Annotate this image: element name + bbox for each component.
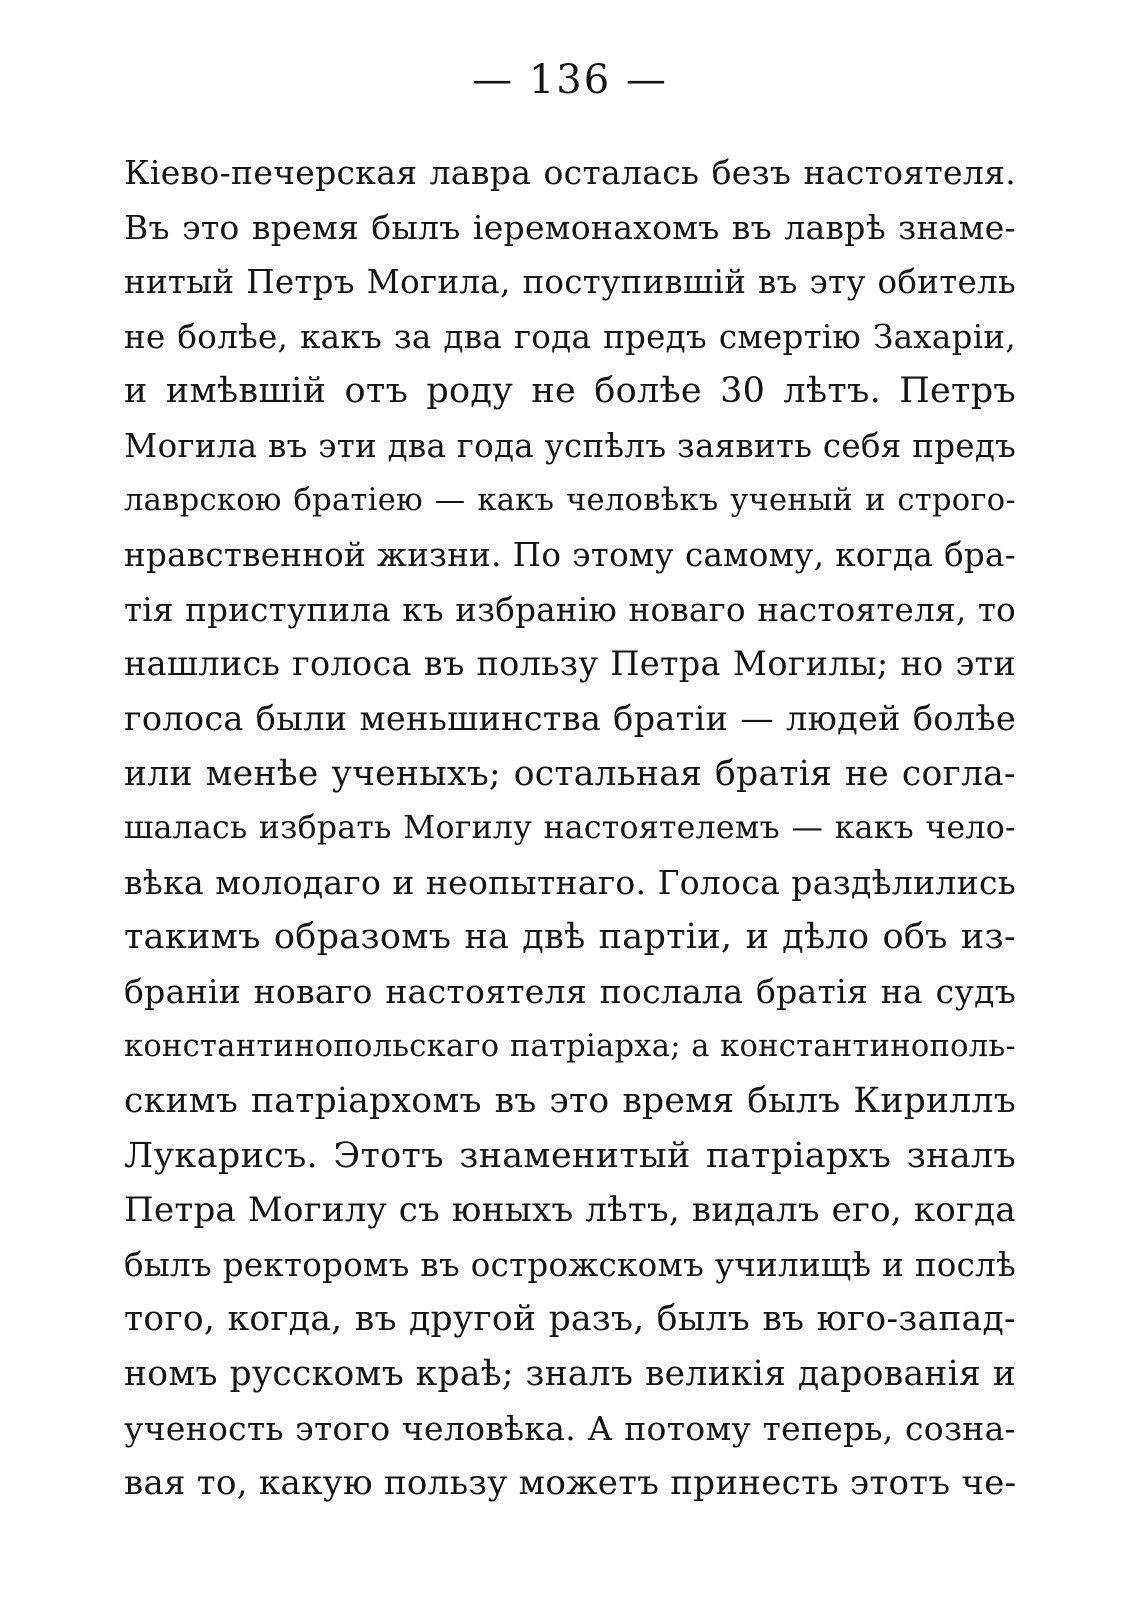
text-line: Могила въ эти два года успѣлъ заявить себя предъ [124, 426, 1017, 465]
text-line: номъ русскомъ краѣ; зналъ великія дарованія и [124, 1354, 1016, 1395]
text-line: браніи новаго настоятеля послала братія на судъ [124, 971, 1016, 1011]
text-line: вая то, какую пользу можетъ принесть этотъ че- [124, 1463, 1017, 1504]
text-line: Въ это время былъ іеремонахомъ въ лаврѣ знаме- [124, 207, 1016, 247]
text-line: нитый Петръ Могила, поступившій въ эту обитель [124, 263, 1016, 302]
text-line: голоса были меньшинства братіи — людей болѣе [124, 698, 1016, 738]
text-line: и имѣвшій отъ роду не болѣе 30 лѣтъ. Петръ [124, 371, 1016, 412]
text-line: шалась избрать Могилу настоятелемъ — какъ чело- [124, 810, 1016, 847]
text-line: нашлись голоса въ пользу Петра Могилы; но эти [124, 644, 1016, 684]
text-line: не болѣе, какъ за два года предъ смертію Захаріи, [124, 317, 1016, 356]
text-line: вѣка молодаго и неопытнаго. Голоса раздѣлились [124, 862, 1016, 902]
text-line: ученость этого человѣка. А потому теперь, созна- [124, 1408, 1016, 1448]
text-line: лаврскою братіею — какъ человѣкъ ученый и строго- [124, 482, 1016, 518]
text-line: такимъ образомъ на двѣ партіи, и дѣло объ из- [124, 917, 1016, 958]
text-line: скимъ патріархомъ въ это время былъ Кириллъ [124, 1081, 1016, 1122]
text-line: или менѣе ученыхъ; остальная братія не согла- [124, 753, 1016, 794]
text-line: былъ ректоромъ въ острожскомъ училищѣ и послѣ [124, 1245, 1016, 1284]
page-number: — 136 — [472, 57, 668, 103]
text-line: нравственной жизни. По этому самому, когда бра- [124, 536, 1016, 575]
text-line: константинопольскаго патріарха; а константинополь- [124, 1028, 1016, 1064]
text-line: Петра Могилу съ юныхъ лѣтъ, видалъ его, когда [124, 1190, 1016, 1231]
text-line: Кіево-печерская лавра осталась безъ настоятеля. [124, 153, 1016, 192]
text-line: Лукарисъ. Этотъ знаменитый патріархъ зналъ [124, 1135, 1016, 1176]
text-line: того, когда, въ другой разъ, былъ въ юго-запад- [124, 1299, 1016, 1340]
text-line: тія приступила къ избранію новаго настоятеля, то [124, 590, 1016, 629]
body-text [124, 146, 1016, 1511]
